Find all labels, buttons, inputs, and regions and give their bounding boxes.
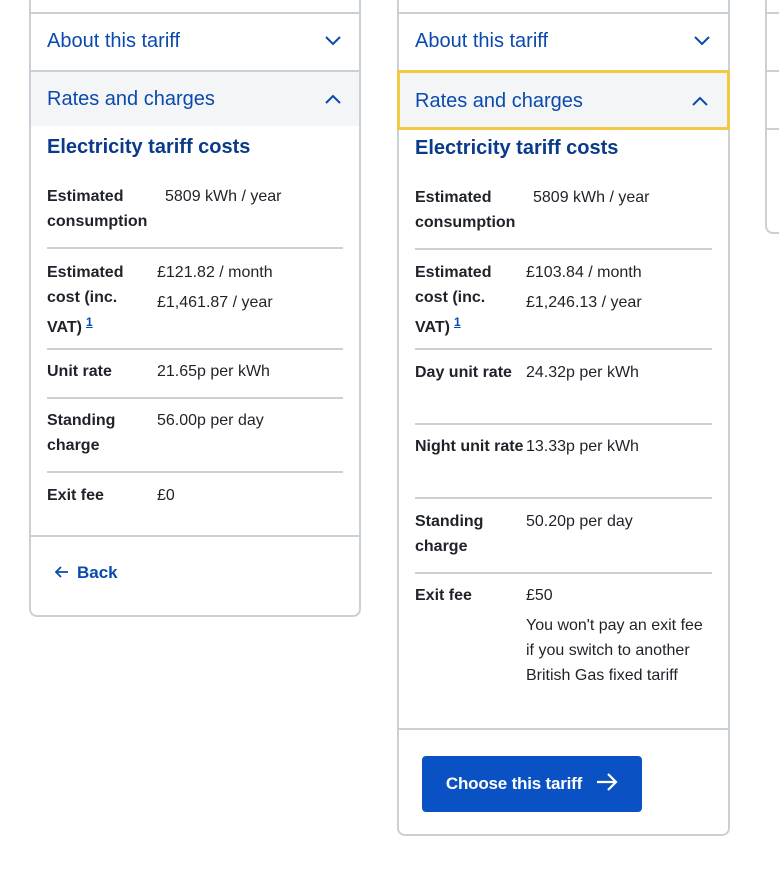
standing-charge-row bbox=[415, 509, 712, 574]
day-rate-label: Day unit rate bbox=[415, 364, 512, 381]
divider bbox=[767, 70, 779, 72]
chevron-up-icon bbox=[690, 91, 710, 111]
divider bbox=[31, 535, 359, 537]
night-rate-value: 13.33p per kWh bbox=[526, 438, 639, 455]
arrow-left-icon bbox=[55, 563, 69, 583]
about-tariff-label: About this tariff bbox=[415, 29, 549, 52]
section-title: Electricity tariff costs bbox=[47, 136, 251, 158]
tariff-card-1 bbox=[29, 0, 361, 617]
exit-fee-value: £0 bbox=[157, 487, 175, 504]
exit-fee-row bbox=[47, 483, 343, 513]
rates-charges-label: Rates and charges bbox=[47, 87, 215, 110]
footnote-link[interactable]: 1 bbox=[453, 315, 461, 329]
cost-label: Estimated cost (inc. VAT) $^1$ bbox=[415, 264, 492, 337]
standing-charge-label: Standing charge bbox=[415, 513, 484, 555]
divider bbox=[767, 128, 779, 130]
standing-charge-row bbox=[47, 408, 343, 473]
unit-rate-label: Unit rate bbox=[47, 363, 112, 380]
unit-rate-row bbox=[47, 359, 343, 399]
about-tariff-label: About this tariff bbox=[47, 29, 181, 52]
cost-value: £121.82 / month £1,461.87 / year bbox=[157, 264, 273, 311]
rates-charges-accordion[interactable] bbox=[31, 70, 359, 126]
exit-fee-label: Exit fee bbox=[47, 487, 104, 504]
section-title: Electricity tariff costs bbox=[415, 137, 619, 159]
cost-row bbox=[47, 260, 343, 350]
day-rate-row bbox=[415, 360, 712, 425]
rates-charges-label: Rates and charges bbox=[415, 89, 583, 112]
consumption-value: 5809 kWh / year bbox=[533, 189, 650, 206]
choose-tariff-button[interactable] bbox=[422, 756, 642, 812]
consumption-label: Estimated consumption bbox=[47, 188, 148, 230]
about-tariff-accordion[interactable] bbox=[31, 12, 359, 68]
chevron-down-icon bbox=[323, 31, 343, 51]
unit-rate-value: 21.65p per kWh bbox=[157, 363, 270, 380]
divider bbox=[767, 12, 779, 14]
rates-charges-accordion[interactable] bbox=[397, 70, 730, 130]
night-rate-label: Night unit rate bbox=[415, 438, 524, 455]
standing-charge-value: 56.00p per day bbox=[157, 412, 264, 429]
chevron-down-icon bbox=[692, 31, 712, 51]
consumption-label: Estimated consumption bbox=[415, 189, 516, 231]
footnote-link[interactable]: 1 bbox=[85, 315, 93, 329]
standing-charge-value: 50.20p per day bbox=[526, 513, 633, 530]
consumption-row bbox=[47, 184, 343, 249]
tariff-card-3-partial bbox=[765, 0, 779, 234]
standing-charge-label: Standing charge bbox=[47, 412, 116, 454]
cost-value: £103.84 / month £1,246.13 / year bbox=[526, 264, 642, 311]
consumption-row bbox=[415, 185, 712, 250]
chevron-up-icon bbox=[323, 89, 343, 109]
arrow-right-icon bbox=[596, 773, 618, 796]
exit-fee-label: Exit fee bbox=[415, 587, 472, 604]
exit-fee-value: £50 You won't pay an exit fee if you switch to another British Gas fixed tariff bbox=[526, 583, 712, 693]
about-tariff-accordion[interactable] bbox=[399, 12, 728, 68]
night-rate-row bbox=[415, 434, 712, 499]
exit-fee-row bbox=[415, 583, 712, 693]
cost-row bbox=[415, 260, 712, 350]
back-link[interactable] bbox=[55, 563, 118, 583]
back-label: Back bbox=[77, 563, 118, 582]
day-rate-value: 24.32p per kWh bbox=[526, 364, 639, 381]
divider bbox=[399, 728, 728, 730]
choose-tariff-label: Choose this tariff bbox=[445, 774, 583, 793]
cost-label: Estimated cost (inc. VAT) $^1$ bbox=[47, 264, 124, 337]
exit-fee-note: You won't pay an exit fee if you switch to another British Gas fixed tariff bbox=[526, 617, 703, 684]
consumption-value: 5809 kWh / year bbox=[165, 188, 282, 205]
tariff-card-2 bbox=[397, 0, 730, 836]
